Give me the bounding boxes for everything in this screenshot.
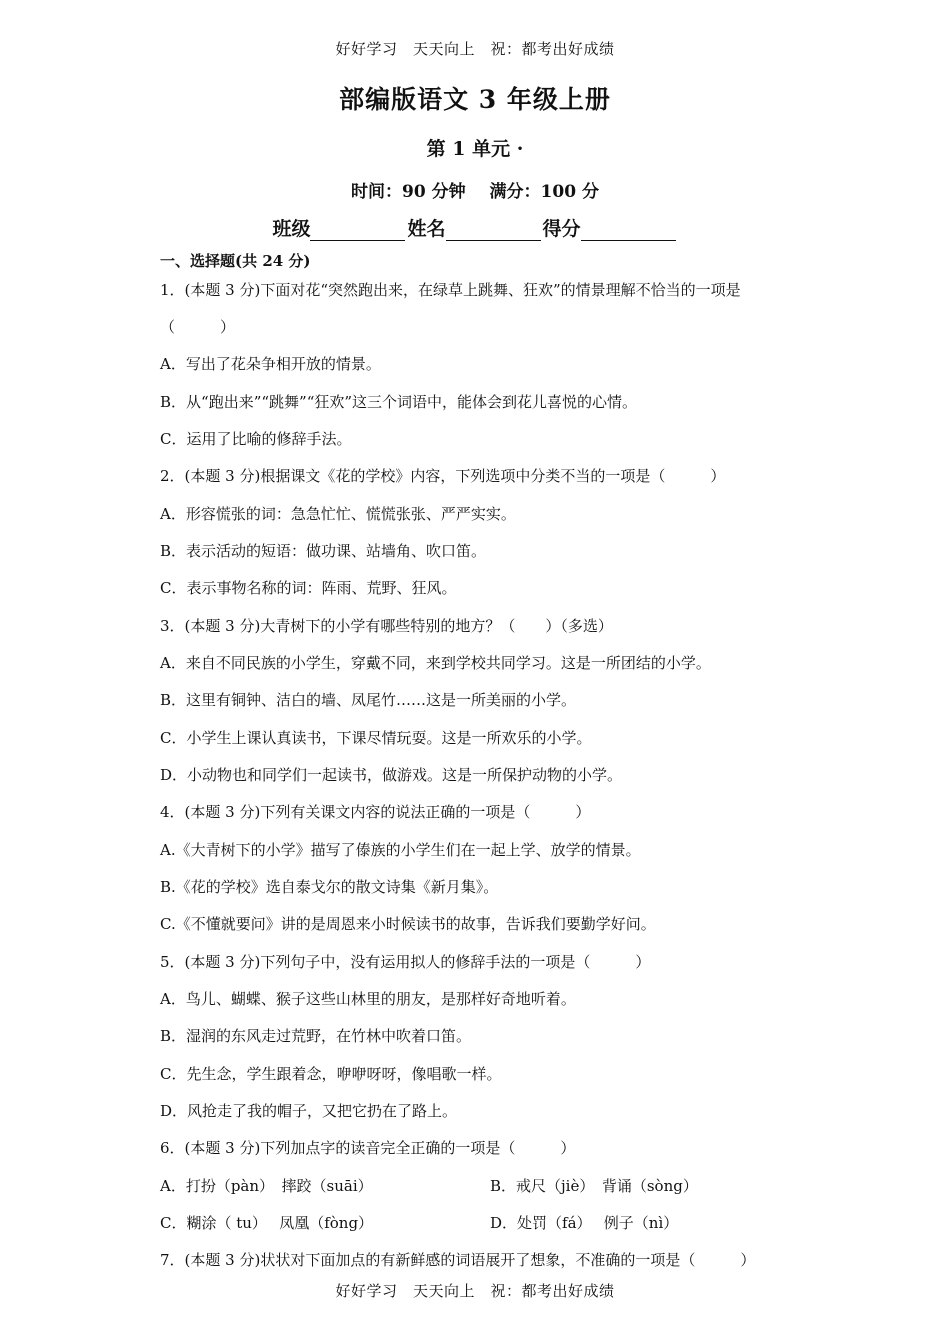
- class-label: 班级: [272, 218, 311, 240]
- student-info-fields: [0, 214, 950, 241]
- q3-stem: 3．(本题 3 分)大青树下的小学有哪些特别的地方？（ ）（多选）: [160, 617, 613, 635]
- name-label: 姓名: [407, 218, 446, 240]
- q7-stem: 7．(本题 3 分)状状对下面加点的有新鲜感的词语展开了想象，不准确的一项是（ ）: [160, 1251, 756, 1269]
- q4-option-b: B.《花的学校》选自泰戈尔的散文诗集《新月集》。: [160, 878, 499, 896]
- q3-option-c: C．小学生上课认真读书，下课尽情玩耍。这是一所欢乐的小学。: [160, 729, 592, 747]
- page-footer: 好好学习 天天向上 祝：都考出好成绩: [335, 1282, 615, 1300]
- q3-option-b: B．这里有铜钟、洁白的墙、凤尾竹……这是一所美丽的小学。: [160, 691, 577, 709]
- q2-option-b: B．表示活动的短语：做功课、站墙角、吹口笛。: [160, 542, 487, 560]
- q6-options-row-1: [160, 1176, 800, 1196]
- full-score-text: 满分：100 分: [489, 182, 599, 202]
- q6-option-c: C．糊涂（ tu） 凤凰（fòng）: [160, 1214, 374, 1232]
- q6-option-b: B．戒尺（jiè） 背诵（sòng）: [490, 1177, 698, 1195]
- name-blank[interactable]: [446, 220, 541, 241]
- q5-stem: 5．(本题 3 分)下列句子中，没有运用拟人的修辞手法的一项是（ ）: [160, 953, 651, 971]
- q1-option-c: C．运用了比喻的修辞手法。: [160, 430, 352, 448]
- q2-option-a: A．形容慌张的词：急急忙忙、慌慌张张、严严实实。: [160, 505, 516, 523]
- q6-options-row-2: [160, 1213, 800, 1233]
- q6-stem: 6．(本题 3 分)下列加点字的读音完全正确的一项是（ ）: [160, 1139, 576, 1157]
- q5-option-a: A．鸟儿、蝴蝶、猴子这些山林里的朋友，是那样好奇地听着。: [160, 990, 576, 1008]
- q3-option-a: A．来自不同民族的小学生，穿戴不同，来到学校共同学习。这是一所团结的小学。: [160, 654, 711, 672]
- q1-stem: 1．(本题 3 分)下面对花“突然跑出来，在绿草上跳舞、狂欢”的情景理解不恰当的一项是: [160, 281, 741, 299]
- q1-option-b: B．从“跑出来”“跳舞”“狂欢”这三个词语中，能体会到花儿喜悦的心情。: [160, 393, 638, 411]
- q5-option-d: D．风抢走了我的帽子，又把它扔在了路上。: [160, 1102, 458, 1120]
- q1-paren: （ ）: [160, 318, 236, 336]
- class-blank[interactable]: [310, 220, 405, 241]
- q4-stem: 4．(本题 3 分)下列有关课文内容的说法正确的一项是（ ）: [160, 803, 591, 821]
- q3-option-d: D．小动物也和同学们一起读书，做游戏。这是一所保护动物的小学。: [160, 766, 623, 784]
- exam-time-info: [0, 177, 950, 202]
- q4-option-a: A.《大青树下的小学》描写了傣族的小学生们在一起上学、放学的情景。: [160, 841, 641, 859]
- q6-option-a: A．打扮（pàn） 摔跤（suāi）: [160, 1177, 373, 1195]
- q4-option-c: C.《不懂就要问》讲的是周恩来小时候读书的故事，告诉我们要勤学好问。: [160, 915, 656, 933]
- q6-option-d: D．处罚（fá） 例子（nì）: [490, 1214, 679, 1232]
- score-blank[interactable]: [581, 220, 676, 241]
- score-label: 得分: [542, 218, 581, 240]
- q2-stem: 2．(本题 3 分)根据课文《花的学校》内容，下列选项中分类不当的一项是（ ）: [160, 467, 726, 485]
- q5-option-b: B．湿润的东风走过荒野，在竹林中吹着口笛。: [160, 1027, 472, 1045]
- section-heading: 一、选择题(共 24 分): [160, 252, 311, 270]
- duration-text: 时间：90 分钟: [351, 182, 466, 202]
- page-header: 好好学习 天天向上 祝：都考出好成绩: [335, 40, 615, 58]
- unit-label: 第 1 单元 ·: [426, 138, 524, 160]
- q1-option-a: A．写出了花朵争相开放的情景。: [160, 355, 381, 373]
- q5-option-c: C．先生念，学生跟着念，咿咿呀呀，像唱歌一样。: [160, 1065, 502, 1083]
- q2-option-c: C．表示事物名称的词：阵雨、荒野、狂风。: [160, 579, 457, 597]
- exam-title: 部编版语文 3 年级上册: [339, 85, 611, 114]
